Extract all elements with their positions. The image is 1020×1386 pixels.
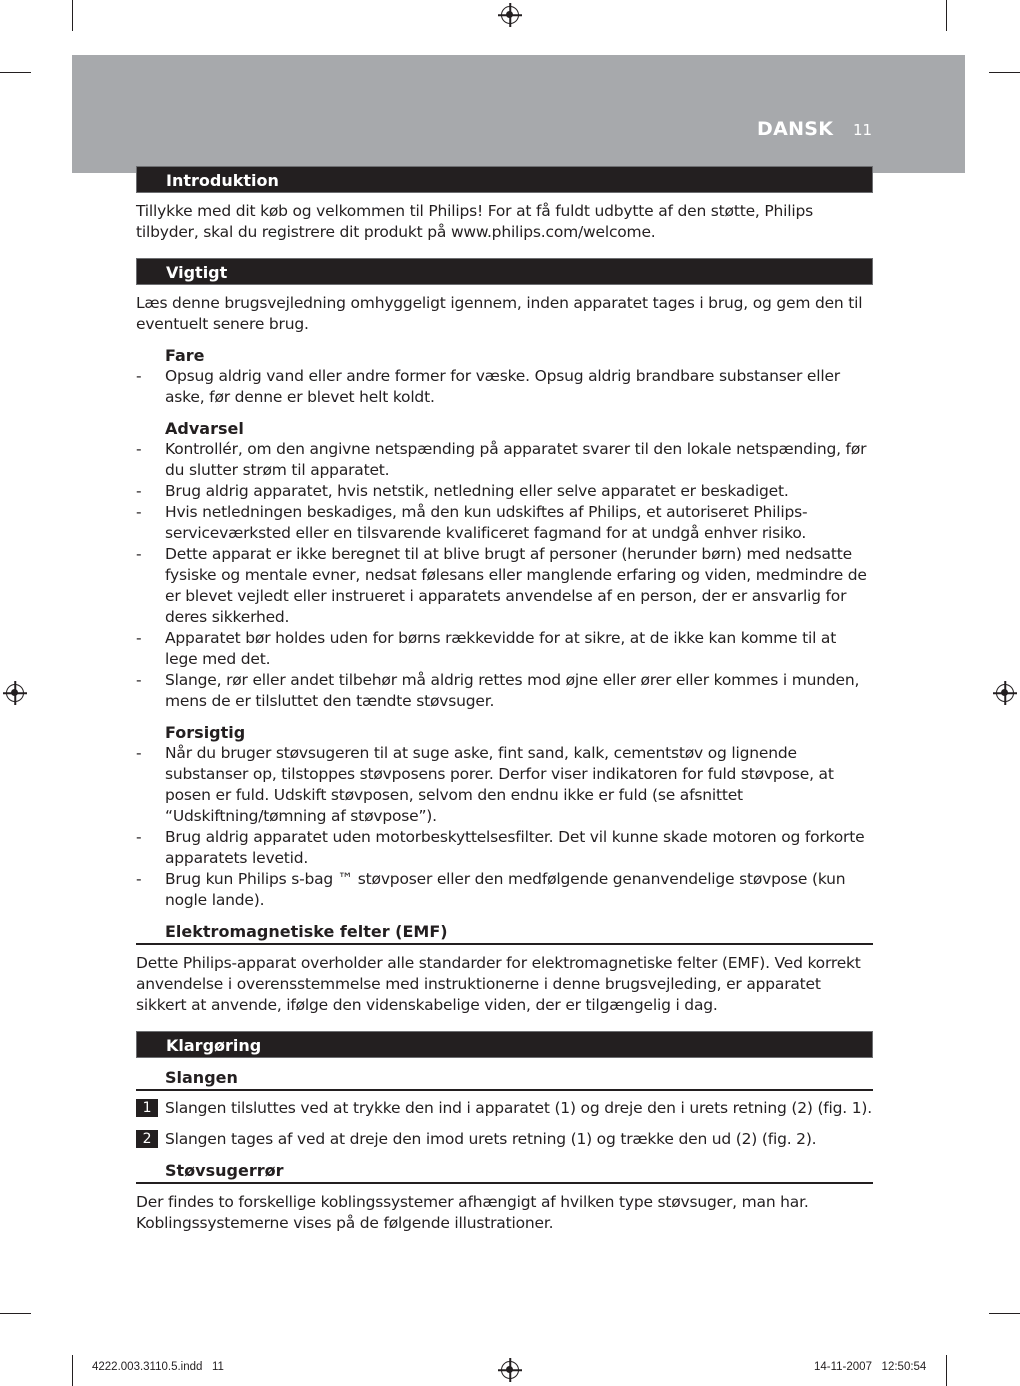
list-item: - Brug aldrig apparatet, hvis netstik, netledning eller selve apparatet er beskadiget. bbox=[136, 482, 789, 500]
section-heading-preparation: Klargøring bbox=[136, 1031, 873, 1058]
section-heading-important: Vigtigt bbox=[136, 258, 873, 285]
emf-title: Elektromagnetiske felter (EMF) bbox=[136, 921, 873, 945]
hose-title: Slangen bbox=[136, 1067, 873, 1091]
warning-list bbox=[136, 439, 873, 712]
section-heading-introduction: Introduktion bbox=[136, 166, 873, 193]
list-item: - Dette apparat er ikke beregnet til at blive brugt af personer (herunder børn) med nedsatte fysiske og mentale evner, nedsat følesans eller manglende erfaring og viden, medmindre de er blevet vejledt eller instrueret i apparatets anvendelse af en person, der er ansvarlig for deres sikkerhed. bbox=[136, 545, 867, 626]
list-item: - Opsug aldrig vand eller andre former for væske. Opsug aldrig brandbare substanser eller aske, før denne er blevet helt koldt. bbox=[136, 367, 840, 406]
tube-title: Støvsugerrør bbox=[136, 1160, 873, 1184]
step-item: 2 Slangen tages af ved at dreje den imod urets retning (1) og trække den ud (2) (fig. 2). bbox=[136, 1129, 873, 1150]
tube-text: Der findes to forskellige koblingssystemer afhængigt af hvilken type støvsuger, man har. Koblingssystemerne vises på de følgende illustrationer. bbox=[136, 1193, 809, 1232]
registration-mark-icon bbox=[501, 1361, 519, 1379]
warning-title: Advarsel bbox=[165, 419, 244, 438]
list-item: - Apparatet bør holdes uden for børns rækkevidde for at sikre, at de ikke kan komme til at lege med det. bbox=[136, 629, 837, 668]
footer-file-info: 4222.003.3110.5.indd 11 bbox=[92, 1361, 224, 1373]
crop-mark bbox=[72, 1355, 73, 1386]
registration-mark-icon bbox=[6, 684, 24, 702]
header-band bbox=[72, 55, 965, 173]
language-label: DANSK bbox=[757, 118, 834, 140]
crop-mark bbox=[72, 0, 73, 31]
list-item: - Brug aldrig apparatet uden motorbeskyttelsesfilter. Det vil kunne skade motoren og forkorte apparatets levetid. bbox=[136, 828, 865, 867]
step-number: 1 bbox=[136, 1099, 158, 1117]
crop-mark bbox=[946, 0, 947, 31]
list-item: - Hvis netledningen beskadiges, må den kun udskiftes af Philips, et autoriseret Philips-serviceværksted eller en tilsvarende kvalificeret fagmand for at undgå enhver risiko. bbox=[136, 503, 808, 542]
danger-title: Fare bbox=[165, 346, 205, 365]
footer-timestamp: 14-11-2007 12:50:54 bbox=[814, 1361, 927, 1373]
registration-mark-icon bbox=[501, 6, 519, 24]
caution-list bbox=[136, 743, 873, 911]
crop-mark bbox=[0, 1313, 31, 1314]
list-item: - Kontrollér, om den angivne netspænding på apparatet svarer til den lokale netspænding, før du slutter strøm til apparatet. bbox=[136, 440, 867, 479]
important-intro: Læs denne brugsvejledning omhyggeligt igennem, inden apparatet tages i brug, og gem den til eventuelt senere brug. bbox=[136, 294, 863, 333]
danger-list bbox=[136, 366, 873, 408]
list-item: - Brug kun Philips s-bag ™ støvposer eller den medfølgende genanvendelige støvpose (kun nogle lande). bbox=[136, 870, 846, 909]
emf-text: Dette Philips-apparat overholder alle standarder for elektromagnetiske felter (EMF). Ved korrekt anvendelse i overensstemmelse med instruktionerne i denne brugsvejleding, er apparatet sikkert at anvende, ifølge den videnskabelige viden, der er tilgængelig i dag. bbox=[136, 954, 861, 1014]
step-number: 2 bbox=[136, 1130, 158, 1148]
crop-mark bbox=[0, 72, 31, 73]
crop-mark bbox=[946, 1355, 947, 1386]
page-number: 11 bbox=[853, 121, 873, 139]
introduction-text: Tillykke med dit køb og velkommen til Philips! For at få fuldt udbytte af den støtte, Philips tilbyder, skal du registrere dit produkt på www.philips.com/welcome. bbox=[136, 202, 813, 241]
step-item: 1 Slangen tilsluttes ved at trykke den ind i apparatet (1) og dreje den i urets retning (2) (fig. 1). bbox=[136, 1098, 873, 1119]
registration-mark-icon bbox=[996, 684, 1014, 702]
crop-mark bbox=[989, 72, 1020, 73]
list-item: - Når du bruger støvsugeren til at suge aske, fint sand, kalk, cementstøv og lignende substanser op, tilstoppes støvposens porer. Derfor viser indikatoren for fuld støvpose, at posen er fuld. Udskift støvposen, selvom den endnu ikke er fuld (se afsnittet “Udskiftning/tømning af støvpose”). bbox=[136, 744, 834, 825]
crop-mark bbox=[989, 1313, 1020, 1314]
page-content bbox=[136, 166, 873, 1234]
list-item: - Slange, rør eller andet tilbehør må aldrig rettes mod øjne eller ører eller kommes i munden, mens de er tilsluttet den tændte støvsuger. bbox=[136, 671, 860, 710]
caution-title: Forsigtig bbox=[165, 723, 246, 742]
